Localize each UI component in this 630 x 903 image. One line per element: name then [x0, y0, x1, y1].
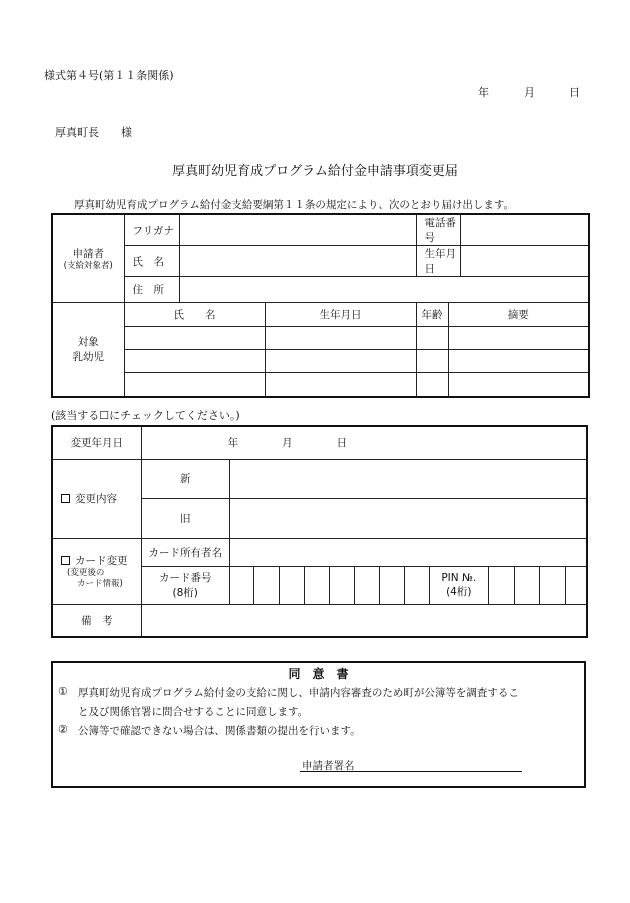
change-date-year: 年	[227, 437, 239, 450]
infant-name-field[interactable]	[124, 327, 265, 350]
infant-name-field[interactable]	[124, 373, 265, 397]
change-date-month: 月	[282, 437, 293, 450]
pin-digit-box[interactable]	[514, 566, 540, 604]
infant-label-1: 対象	[77, 336, 99, 349]
remarks-label: 備 考	[52, 604, 141, 637]
old-field[interactable]	[229, 498, 587, 538]
card-change-cell[interactable]	[52, 538, 141, 604]
name-label: 氏 名	[124, 246, 179, 277]
card-holder-label: カード所有者名	[141, 538, 229, 566]
signature-line[interactable]	[300, 771, 522, 772]
change-content-cell[interactable]	[52, 459, 141, 538]
address-label: 住 所	[124, 277, 179, 303]
card-digit-box[interactable]	[304, 566, 330, 604]
consent-item2: 公簿等で確認できない場合は、関係書類の提出を行います。	[78, 725, 361, 737]
card-number-digits: (8桁)	[172, 587, 198, 599]
addressee: 厚真町長 様	[55, 126, 132, 139]
change-content-label: 変更内容	[75, 493, 117, 505]
card-digit-box[interactable]	[354, 566, 380, 604]
infant-remarks-field[interactable]	[448, 327, 589, 350]
card-number-label: カード番号	[158, 572, 212, 584]
applicant-label: 申請者	[72, 247, 104, 260]
card-number-label-cell	[141, 566, 229, 604]
consent-item1-line2: と及び関係官署に問合せすることに同意します。	[78, 706, 309, 718]
signature-label: 申請者署名	[302, 760, 355, 772]
furigana-field[interactable]	[179, 214, 416, 246]
intro-text: 厚真町幼児育成プログラム給付金支給要綱第１１条の規定により、次のとおり届け出します。	[74, 199, 515, 211]
infant-label-2: 乳幼児	[72, 351, 104, 364]
pin-digit-box[interactable]	[565, 566, 587, 604]
card-change-sub-1: (変更後の	[67, 567, 105, 578]
remarks-field[interactable]	[141, 604, 587, 637]
infant-birthdate-field[interactable]	[265, 327, 416, 350]
consent-title: 同 意 書	[288, 667, 349, 681]
infant-age-field[interactable]	[416, 327, 448, 350]
pin-digit-box[interactable]	[540, 566, 566, 604]
card-digit-box[interactable]	[279, 566, 304, 604]
infant-remarks-field[interactable]	[448, 373, 589, 397]
birthdate-label: 生年月日	[416, 246, 460, 277]
pin-label: PIN №.	[441, 571, 477, 584]
form-number: 様式第４号(第１１条関係)	[44, 69, 174, 82]
card-digit-box[interactable]	[404, 566, 429, 604]
name-field[interactable]	[179, 246, 416, 277]
infant-header-name: 氏 名	[124, 303, 265, 327]
card-digit-box[interactable]	[330, 566, 355, 604]
infant-birthdate-field[interactable]	[265, 350, 416, 373]
applicant-table	[51, 213, 590, 398]
card-change-label: カード変更	[75, 554, 128, 567]
change-date-day: 日	[336, 437, 348, 450]
infant-header-age: 年齢	[416, 303, 448, 327]
birthdate-field[interactable]	[460, 246, 589, 277]
applicant-section-cell	[52, 214, 124, 303]
new-field[interactable]	[229, 459, 587, 498]
consent-item1-mark: ①	[58, 685, 68, 698]
infant-birthdate-field[interactable]	[265, 373, 416, 397]
old-label: 旧	[141, 498, 229, 538]
phone-field[interactable]	[460, 214, 589, 246]
date-month: 月	[524, 86, 535, 99]
card-digit-box[interactable]	[254, 566, 280, 604]
infant-remarks-field[interactable]	[448, 350, 589, 373]
address-field[interactable]	[179, 277, 589, 303]
change-table	[51, 425, 588, 638]
consent-item1-line1: 厚真町幼児育成プログラム給付金の支給に関し、申請内容審査のため町が公簿等を調査するこ	[78, 687, 519, 699]
infant-header-birthdate: 生年月日	[265, 303, 416, 327]
change-content-checkbox[interactable]	[61, 494, 70, 503]
consent-item2-mark: ②	[58, 723, 68, 736]
date-year: 年	[478, 86, 489, 99]
check-note: (該当する☐にチェックしてください。)	[51, 409, 240, 422]
change-date-field[interactable]	[141, 426, 587, 459]
infant-section-cell	[52, 303, 124, 397]
date-day: 日	[569, 86, 580, 99]
card-digit-box[interactable]	[229, 566, 254, 604]
applicant-sublabel: (支給対象者)	[63, 260, 113, 271]
infant-name-field[interactable]	[124, 350, 265, 373]
infant-header-remarks: 摘要	[448, 303, 589, 327]
card-change-checkbox[interactable]	[61, 556, 70, 565]
furigana-label: フリガナ	[124, 214, 179, 246]
phone-label: 電話番号	[416, 214, 460, 246]
pin-digits: (4桁)	[446, 585, 472, 598]
pin-label-cell	[429, 566, 488, 604]
change-date-label: 変更年月日	[52, 426, 141, 459]
card-change-sub-2: カード情報)	[77, 578, 123, 589]
infant-age-field[interactable]	[416, 373, 448, 397]
card-holder-field[interactable]	[229, 538, 587, 566]
infant-age-field[interactable]	[416, 350, 448, 373]
card-digit-box[interactable]	[380, 566, 405, 604]
new-label: 新	[141, 459, 229, 498]
form-title: 厚真町幼児育成プログラム給付金申請事項変更届	[172, 164, 458, 179]
pin-digit-box[interactable]	[488, 566, 514, 604]
